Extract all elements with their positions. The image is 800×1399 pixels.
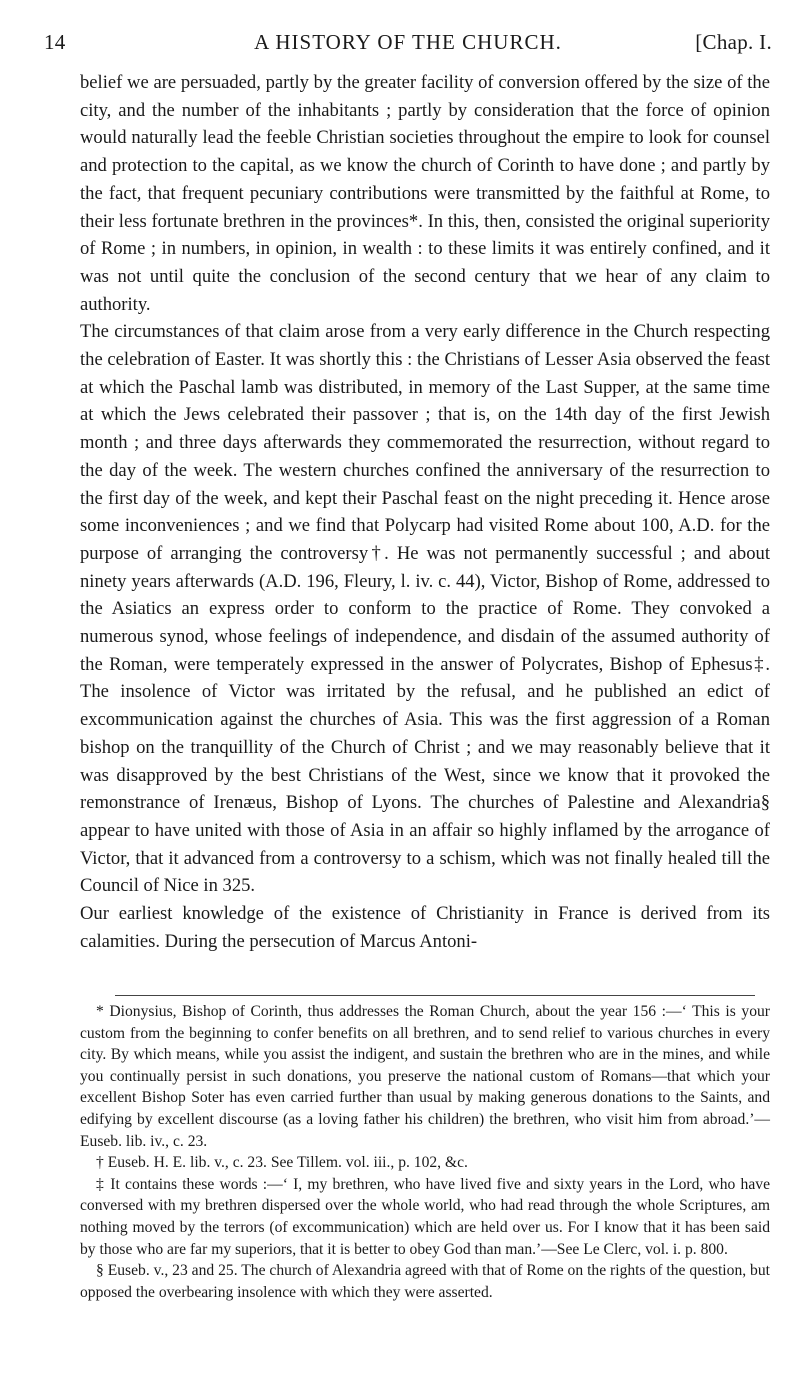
footnote-3: ‡ It contains these words :—‘ I, my brethren, who have lived five and sixty years in the Lord, who have conversed with my brethren dispersed over the whole world, who had read through the whole Scriptures, am nothing moved by the terrors (of excommunication) which are held over us. For I know that it has been said by those who are far my superiors, that it is better to obey God than man.’—See Le Clerc, vol. i. p. 800. bbox=[80, 1175, 770, 1258]
paragraph-2: The circumstances of that claim arose from a very early difference in the Church respecting the celebration of Easter. It was shortly this : the Christians of Lesser Asia observed the feast at which the Paschal lamb was distributed, in memory of the Last Supper, at the same time at which the Jews celebrated their passover ; that is, on the 14th day of the first Jewish month ; and three days afterwards they commemorated the resurrection, without regard to the day of the week. The western churches confined the anniversary of the resurrection to the first day of the week, and kept their Paschal feast on the night preceding it. Hence arose some inconveniences ; and we find that Polycarp had visited Rome about 100, A.D. for the purpose of arranging the controversy†. He was not permanently successful ; and about ninety years afterwards (A.D. 196, Fleury, l. iv. c. 44), Victor, Bishop of Rome, addressed to the Asiatics an express order to conform to the practice of Rome. They convoked a numerous synod, whose feelings of independence, and disdain of the assumed authority of the Roman, were temperately expressed in the answer of Polycrates, Bishop of Ephesus‡. The insolence of Victor was irritated by the refusal, and he published an edict of excommunication against the churches of Asia. This was the first aggression of a Roman bishop on the tranquillity of the Church of Christ ; and we may reasonably believe that it was disapproved by the best Christians of the West, since we know that it provoked the remonstrance of Irenæus, Bishop of Lyons. The churches of Palestine and Alexandria§ appear to have united with those of Asia in an affair so highly inflamed by the arrogance of Victor, that it advanced from a controversy to a schism, which was not finally healed till the Council of Nice in 325. bbox=[80, 321, 770, 897]
footnotes bbox=[80, 1001, 770, 1303]
footnote-1: * Dionysius, Bishop of Corinth, thus addresses the Roman Church, about the year 156 :—‘ This is your custom from the beginning to confer benefits on all brethren, and to send relief to various churches in every city. By which means, while you assist the indigent, and sustain the brethren who are in the mines, and while you continually persist in such donations, you preserve the national custom of Romans—that which your excellent Bishop Soter has even carried further than usual by making generous donations to the Saints, and edifying by excellent discourse (as a loving father his children) the brethren, who visit him from abroad.’—Euseb. lib. iv., c. 23. bbox=[80, 1003, 770, 1150]
running-title: A HISTORY OF THE CHURCH. bbox=[254, 30, 562, 54]
paragraph-3: Our earliest knowledge of the existence of Christianity in France is derived from its calamities. During the persecution of Marcus Antoni- bbox=[80, 903, 770, 952]
footnote-4: § Euseb. v., 23 and 25. The church of Alexandria agreed with that of Rome on the rights of the question, but opposed the overbearing insolence with which they were asserted. bbox=[80, 1262, 770, 1301]
page-number: 14 bbox=[44, 30, 66, 54]
running-header bbox=[44, 30, 772, 60]
footnote-2: † Euseb. H. E. lib. v., c. 23. See Tillem. vol. iii., p. 102, &c. bbox=[96, 1154, 468, 1172]
paragraph-1: belief we are persuaded, partly by the greater facility of conversion offered by the size of the city, and the number of the inhabitants ; partly by consideration that the force of opinion would naturally lead the feeble Christian societies throughout the empire to look for counsel and protection to the capital, as we know the church of Corinth to have done ; and partly by the fact, that frequent pecuniary contributions were transmitted by the faithful at Rome, to their less fortunate brethren in the provinces*. In this, then, consisted the original superiority of Rome ; in numbers, in opinion, in wealth : to these limits it was entirely confined, and it was not until quite the conclusion of the second century that we hear of any claim to authority. bbox=[80, 72, 770, 315]
body-text bbox=[80, 69, 770, 956]
chapter-label: [Chap. I. bbox=[695, 30, 772, 54]
footnote-divider bbox=[115, 995, 755, 996]
